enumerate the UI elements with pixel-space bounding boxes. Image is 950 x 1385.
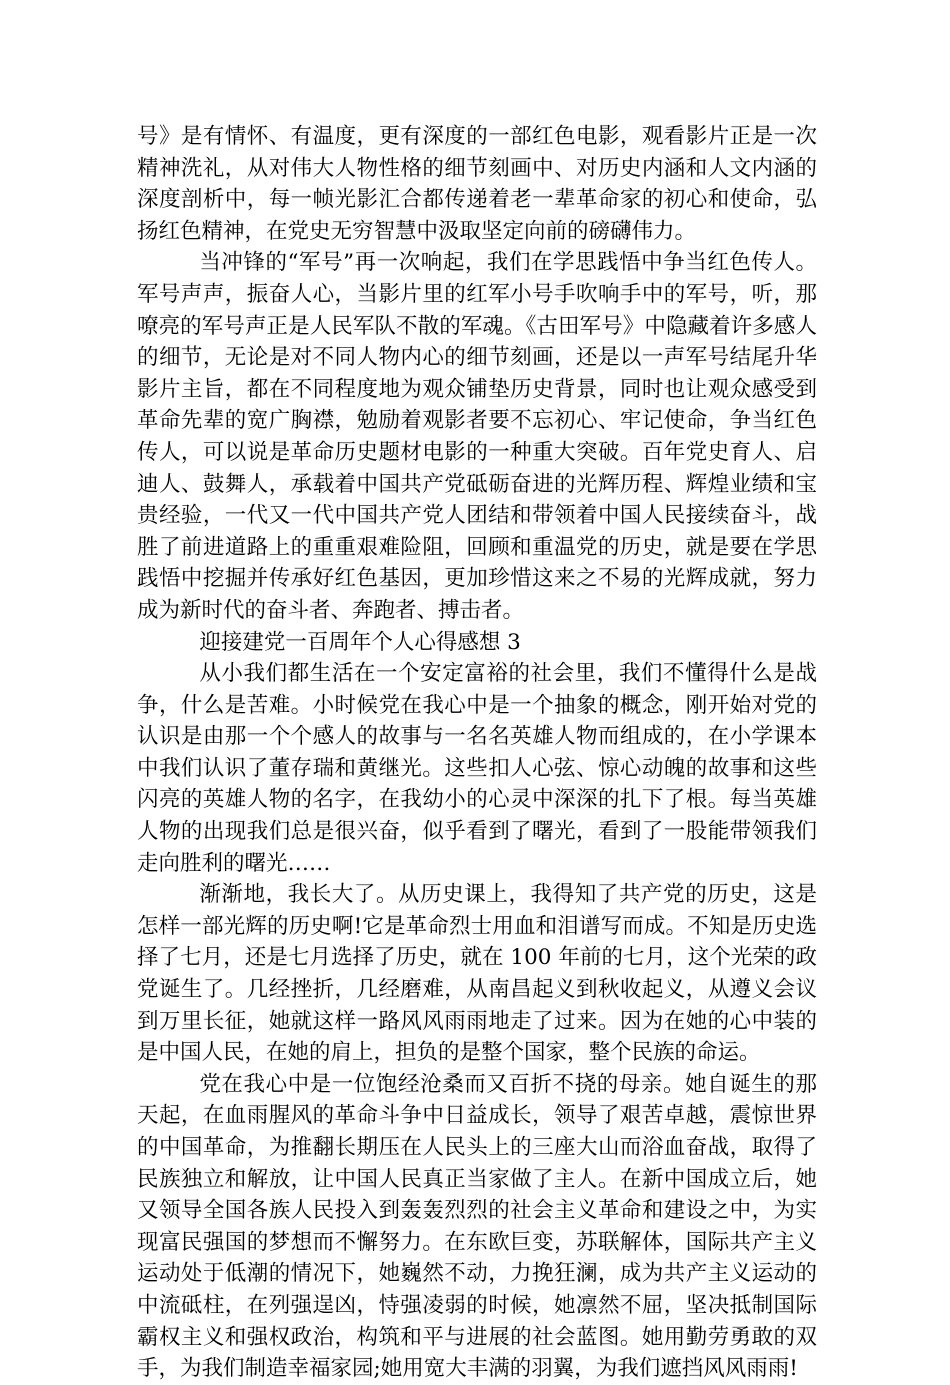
paragraph-childhood: 从小我们都生活在一个安定富裕的社会里，我们不懂得什么是战争，什么是苦难。小时候党在我心中是一个抽象的概念，刚开始对党的认识是由那一个个感人的故事与一名名英雄人物而组成的，在小学课本中我们认识了董存瑞和黄继光。这些扣人心弦、惊心动魄的故事和这些闪亮的英雄人物的名字，在我幼小的心灵中深深的扎下了根。每当英雄人物的出现我们总是很兴奋，似乎看到了曙光，看到了一股能带领我们走向胜利的曙光…… [137, 661, 817, 876]
paragraph-continuation: 号》是有情怀、有温度，更有深度的一部红色电影，观看影片正是一次精神洗礼，从对伟大人物性格的细节刻画中、对历史内涵和人文内涵的深度剖析中，每一帧光影汇合都传递着老一辈革命家的初心和使命，弘扬红色精神，在党史无穷智慧中汲取坚定向前的磅礴伟力。 [137, 124, 817, 244]
document-body [137, 121, 817, 1385]
section-heading: 迎接建党一百周年个人心得感想 3 [199, 629, 521, 655]
paragraph-history-class: 渐渐地，我长大了。从历史课上，我得知了共产党的历史，这是怎样一部光辉的历史啊!它是革命烈士用血和泪谱写而成。不知是历史选择了七月，还是七月选择了历史，就在 100 年前的七月，这个光荣的政党诞生了。几经挫折，几经磨难，从南昌起义到秋收起义，从遵义会议到万里长征，她就这样一路风风雨雨地走了过来。因为在她的心中装的是中国人民，在她的肩上，担负的是整个国家，整个民族的命运。 [137, 882, 817, 1066]
paragraph-military-bugle: 当冲锋的“军号”再一次响起，我们在学思践悟中争当红色传人。军号声声，振奋人心，当影片里的红军小号手吹响手中的军号，听，那嘹亮的军号声正是人民军队不散的军魂。《古田军号》中隐藏着许多感人的细节，无论是对不同人物内心的细节刻画，还是以一声军号结尾升华影片主旨，都在不同程度地为观众铺垫历史背景，同时也让观众感受到革命先辈的宽广胸襟，勉励着观影者要不忘初心、牢记使命，争当红色传人，可以说是革命历史题材电影的一种重大突破。百年党史育人、启迪人、鼓舞人，承载着中国共产党砥砺奋进的光辉历程、辉煌业绩和宝贵经验，一代又一代中国共产党人团结和带领着中国人民接续奋斗，战胜了前进道路上的重重艰难险阻，回顾和重温党的历史，就是要在学思践悟中挖掘并传承好红色基因，更加珍惜这来之不易的光辉成就，努力成为新时代的奋斗者、奔跑者、搏击者。 [137, 250, 817, 623]
paragraph-party-mother: 党在我心中是一位饱经沧桑而又百折不挠的母亲。她自诞生的那天起，在血雨腥风的革命斗争中日益成长，领导了艰苦卓越，震惊世界的中国革命，为推翻长期压在人民头上的三座大山而浴血奋战，取得了民族独立和解放，让中国人民真正当家做了主人。在新中国成立后，她又领导全国各族人民投入到轰轰烈烈的社会主义革命和建设之中，为实现富民强国的梦想而不懈努力。在东欧巨变，苏联解体，国际共产主义运动处于低潮的情况下，她巍然不动，力挽狂澜，成为共产主义运动的中流砥柱，在列强逞凶，恃强凌弱的时候，她凛然不屈，坚决抵制国际霸权主义和强权政治，构筑和平与进展的社会蓝图。她用勤劳勇敢的双手，为我们制造幸福家园;她用宽大丰满的羽翼，为我们遮挡风风雨雨! [137, 1071, 817, 1382]
